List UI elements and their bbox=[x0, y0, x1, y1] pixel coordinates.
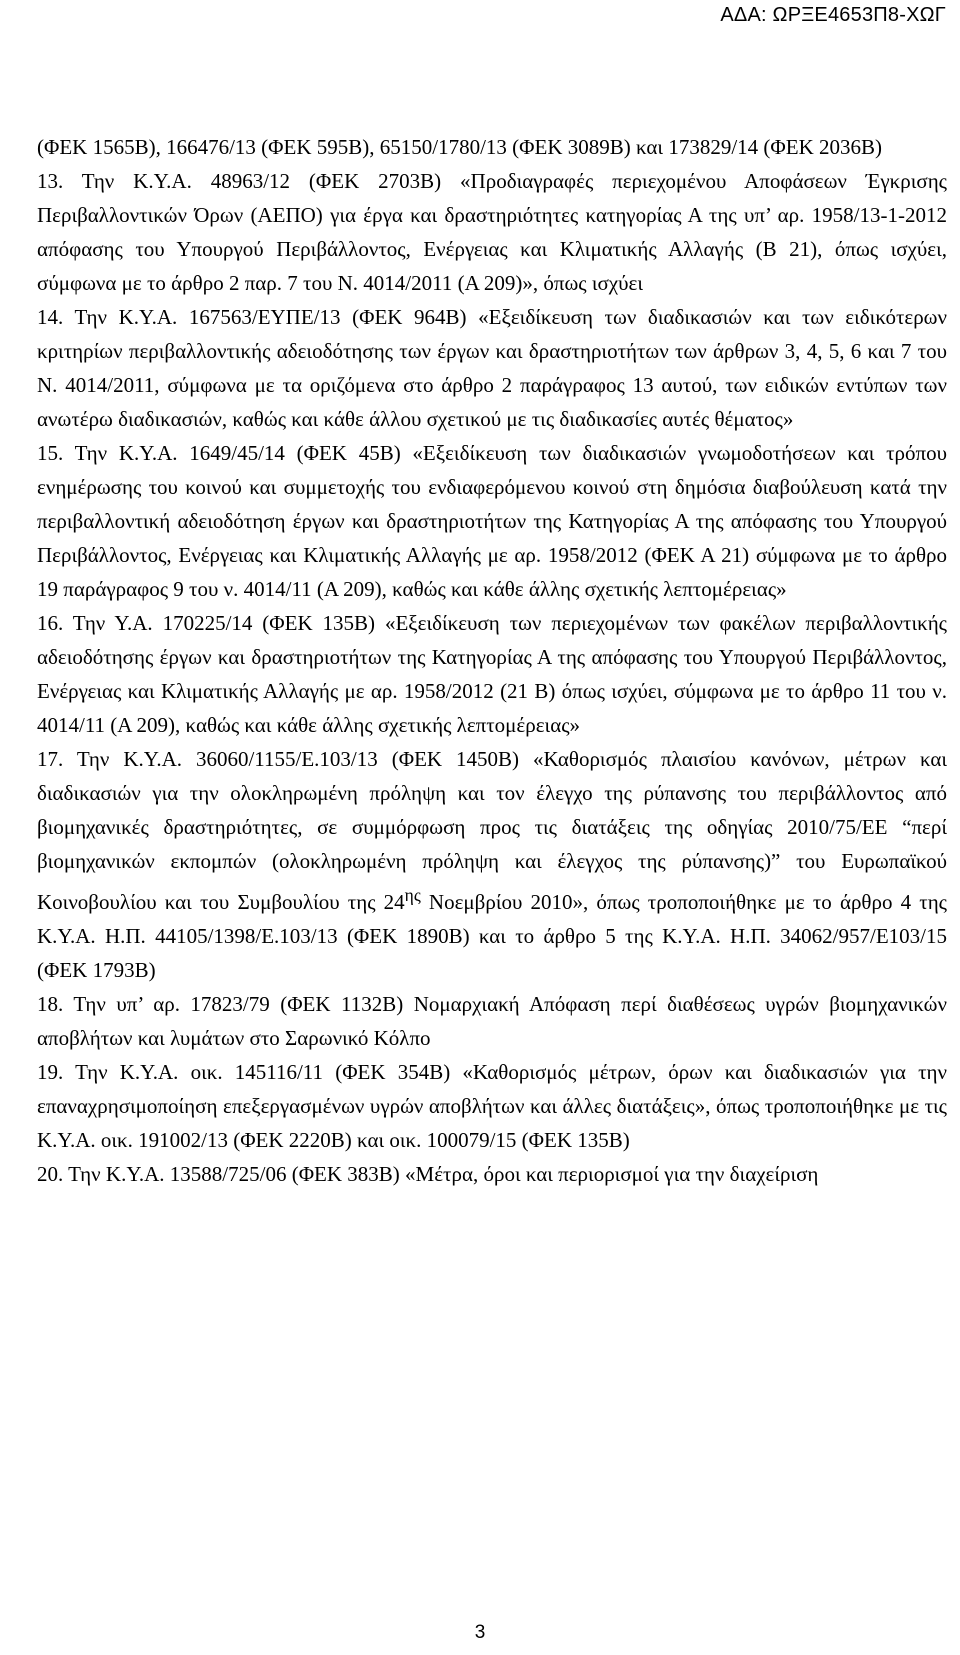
item-number: 15. bbox=[37, 441, 64, 465]
page-number: 3 bbox=[474, 1622, 486, 1643]
list-item-17 bbox=[37, 742, 947, 987]
item-number: 20. bbox=[37, 1162, 64, 1186]
item-number: 14. bbox=[37, 305, 64, 329]
item-number: 18. bbox=[37, 992, 64, 1016]
item-number: 16. bbox=[37, 611, 64, 635]
item-text: Την Κ.Υ.Α. 48963/12 (ΦΕΚ 2703Β) «Προδιαγραφές περιεχομένου Αποφάσεων Έγκρισης Περιβαλλοντικών Όρων (ΑΕΠΟ) για έργα και δραστηριότητες κατηγορίας Α της υπ’ αρ. 1958/13-1-2012 απόφασης του Υπουργού Περιβάλλοντος, Ενέργειας και Κλιματικής Αλλαγής (Β 21), όπως ισχύει, σύμφωνα με το άρθρο 2 παρ. 7 του Ν. 4014/2011 (Α 209)», όπως ισχύει bbox=[37, 169, 947, 295]
item-number: 17. bbox=[37, 747, 64, 771]
item-number: 19. bbox=[37, 1060, 64, 1084]
list-item-20 bbox=[37, 1157, 947, 1191]
item-text: Την Υ.Α. 170225/14 (ΦΕΚ 135Β) «Εξειδίκευση των περιεχομένων των φακέλων περιβαλλοντικής αδειοδότησης έργων και δραστηριοτήτων της Κατηγορίας Α της απόφασης του Υπουργού Περιβάλλοντος, Ενέργειας και Κλιματικής Αλλαγής με αρ. 1958/2012 (21 Β) όπως ισχύει, σύμφωνα με το άρθρο 11 του ν. 4014/11 (Α 209), καθώς και κάθε άλλης σχετικής λεπτομέρειας» bbox=[37, 611, 947, 737]
continuation-paragraph: (ΦΕΚ 1565Β), 166476/13 (ΦΕΚ 595Β), 65150/1780/13 (ΦΕΚ 3089Β) και 173829/14 (ΦΕΚ 2036Β) bbox=[37, 135, 882, 159]
list-item-18 bbox=[37, 987, 947, 1055]
item-text-before-superscript: Την Κ.Υ.Α. 36060/1155/Ε.103/13 (ΦΕΚ 1450Β) «Καθορισμός πλαισίου κανόνων, μέτρων και διαδικασιών για την ολοκληρωμένη πρόληψη και τον έλεγχο της ρύπανσης του περιβάλλοντος από βιομηχανικές δραστηριότητες, σε συμμόρφωση προς τις διατάξεις της οδηγίας 2010/75/ΕΕ “περί βιομηχανικών εκπομπών (ολοκληρωμένη πρόληψη και έλεγχος της ρύπανσης)” του Ευρωπαϊκού Κοινοβουλίου και του Συμβουλίου της 24 bbox=[37, 747, 947, 914]
item-text: Την Κ.Υ.Α. 167563/ΕΥΠΕ/13 (ΦΕΚ 964Β) «Εξειδίκευση των διαδικασιών και των ειδικότερων κριτηρίων περιβαλλοντικής αδειοδότησης των έργων και δραστηριοτήτων των άρθρων 3, 4, 5, 6 και 7 του Ν. 4014/2011, σύμφωνα με τα οριζόμενα στο άρθρο 2 παράγραφος 13 αυτού, των ειδικών εντύπων των ανωτέρω διαδικασιών, καθώς και κάθε άλλου σχετικού με τις διαδικασίες αυτές θέματος» bbox=[37, 305, 947, 431]
list-item-16 bbox=[37, 606, 947, 742]
item-text: Την Κ.Υ.Α. 1649/45/14 (ΦΕΚ 45Β) «Εξειδίκευση των διαδικασιών γνωμοδοτήσεων και τρόπου ενημέρωσης του κοινού και συμμετοχής του ενδιαφερόμενου κοινού στη δημόσια διαβούλευση κατά την περιβαλλοντική αδειοδότηση έργων και δραστηριοτήτων της Κατηγορίας Α της απόφασης του Υπουργού Περιβάλλοντος, Ενέργειας και Κλιματικής Αλλαγής με αρ. 1958/2012 (ΦΕΚ Α 21) σύμφωνα με το άρθρο 19 παράγραφος 9 του ν. 4014/11 (Α 209), καθώς και κάθε άλλης σχετικής λεπτομέρειας» bbox=[37, 441, 948, 601]
item-text: Την Κ.Υ.Α. 13588/725/06 (ΦΕΚ 383Β) «Μέτρα, όροι και περιορισμοί για την διαχείριση bbox=[68, 1162, 819, 1186]
list-item-13 bbox=[37, 164, 947, 300]
list-item-15 bbox=[37, 436, 947, 606]
item-text: Την Κ.Υ.Α. οικ. 145116/11 (ΦΕΚ 354Β) «Καθορισμός μέτρων, όρων και διαδικασιών για την επαναχρησιμοποίηση επεξεργασμένων υγρών αποβλήτων και άλλες διατάξεις», όπως τροποποιήθηκε με τις Κ.Υ.Α. οικ. 191002/13 (ΦΕΚ 2220Β) και οικ. 100079/15 (ΦΕΚ 135Β) bbox=[37, 1060, 947, 1152]
ada-code: ΑΔΑ: ΩΡΞΕ4653Π8-ΧΩΓ bbox=[720, 4, 946, 26]
list-item-19 bbox=[37, 1055, 947, 1157]
document-body bbox=[37, 130, 947, 1191]
ordinal-superscript: ης bbox=[404, 885, 421, 905]
item-text bbox=[37, 747, 947, 982]
item-text-after-superscript: Νοεμβρίου 2010», όπως τροποποιήθηκε με το άρθρο 4 της Κ.Υ.Α. Η.Π. 44105/1398/Ε.103/13 (ΦΕΚ 1890Β) και το άρθρο 5 της Κ.Υ.Α. Η.Π. 34062/957/Ε103/15 (ΦΕΚ 1793Β) bbox=[37, 890, 947, 982]
item-number: 13. bbox=[37, 169, 64, 193]
item-text: Την υπ’ αρ. 17823/79 (ΦΕΚ 1132Β) Νομαρχιακή Απόφαση περί διαθέσεως υγρών βιομηχανικών αποβλήτων και λυμάτων στο Σαρωνικό Κόλπο bbox=[37, 992, 947, 1050]
list-item-14 bbox=[37, 300, 947, 436]
